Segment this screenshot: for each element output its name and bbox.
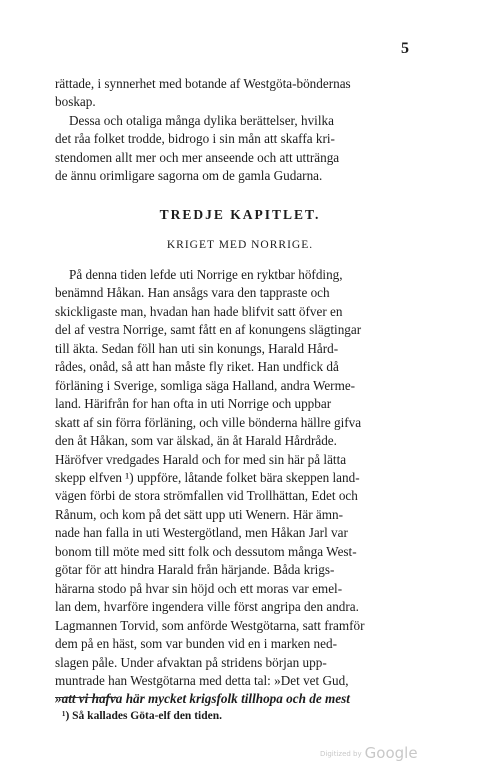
footnote: ¹) Så kallades Göta-elf den tiden. xyxy=(62,710,222,722)
text-line: skickligaste man, hvadan han hade blifvit satt öfver en xyxy=(55,303,343,319)
section-title: KRIGET MED NORRIGE. xyxy=(166,239,314,251)
text-line: Rånum, och kom på det sätt upp uti Wenern. Här ämn- xyxy=(55,506,344,522)
text-line: slagen påle. Under afvaktan på stridens början upp- xyxy=(55,654,327,670)
digitization-watermark xyxy=(320,744,418,762)
text-line-emphasis: »att vi hafva här mycket krigsfolk tillhopa och de mest xyxy=(55,691,350,707)
chapter-title: TREDJE KAPITLET. xyxy=(159,207,321,222)
intro-paragraph xyxy=(55,75,433,186)
text-line: dem på en häst, som var bunden vid en i marken ned- xyxy=(55,636,337,652)
text-line: På denna tiden lefde uti Norrige en ryktbar höfding, xyxy=(69,267,343,282)
text-line: Häröfver vredgades Harald och for med sin här på lätta xyxy=(55,451,347,467)
watermark-brand: Google xyxy=(364,744,418,762)
text-line: benämnd Håkan. Han ansågs vara den tappraste och xyxy=(55,285,330,301)
text-line: skepp elfven ¹) uppföre, låtande folket bära skeppen land- xyxy=(55,469,360,485)
main-paragraph xyxy=(55,266,433,709)
text-line: land. Härifrån for han ofta in uti Norrige och uppbar xyxy=(55,396,332,412)
text-line: boskap. xyxy=(55,94,96,110)
text-line: del af vestra Norrige, samt fått en af konungens slägtingar xyxy=(55,322,362,338)
text-line: lan dem, hvarföre ingendera ville först angripa den andra. xyxy=(55,599,359,615)
text-line: bonom till möte med sitt folk och dessutom många West- xyxy=(55,543,357,559)
text-line: nade han falla in uti Westergötland, men Håkan Jarl var xyxy=(55,525,348,541)
text-line: Dessa och otaliga många dylika berättelser, hvilka xyxy=(69,112,334,128)
text-line: götar för att hindra Harald från härjande. Båda krigs- xyxy=(55,562,335,578)
text-line: förläning i Sverige, somliga säga Halland, andra Werme- xyxy=(55,377,356,393)
text-line: muntrade han Westgötarna med detta tal: »Det vet Gud, xyxy=(55,672,349,688)
page-number: 5 xyxy=(401,40,409,57)
watermark-prefix: Digitized by xyxy=(320,749,362,758)
text-line: till äkta. Sedan föll han uti sin konungs, Harald Hård- xyxy=(55,340,339,356)
text-line: stendomen allt mer och mer anseende och att uttränga xyxy=(55,149,340,165)
text-line: rättade, i synnerhet med botande af Westgöta-böndernas xyxy=(55,76,351,91)
text-line: härarna stodo på hvar sin höjd och ett moras var emel- xyxy=(55,580,343,596)
text-line: det råa folket trodde, bidrogo i sin mån att skaffa kri- xyxy=(55,131,335,147)
text-line: vägen förbi de stora strömfallen vid Trollhättan, Edet och xyxy=(55,488,358,504)
text-line: skatt af sin förra förläning, och ville bönderna hällre gifva xyxy=(55,414,362,430)
text-line: den åt Håkan, som var älskad, än åt Harald Hårdråde. xyxy=(55,433,337,449)
footnote-rule xyxy=(55,697,117,698)
text-line: de ännu orimligare sagorna om de gamla Gudarna. xyxy=(55,168,323,184)
text-line: rådes, onåd, så att han måste fly riket. Han undfick då xyxy=(55,359,339,375)
text-line: Lagmannen Torvid, som anförde Westgötarna, satt framför xyxy=(55,617,365,633)
